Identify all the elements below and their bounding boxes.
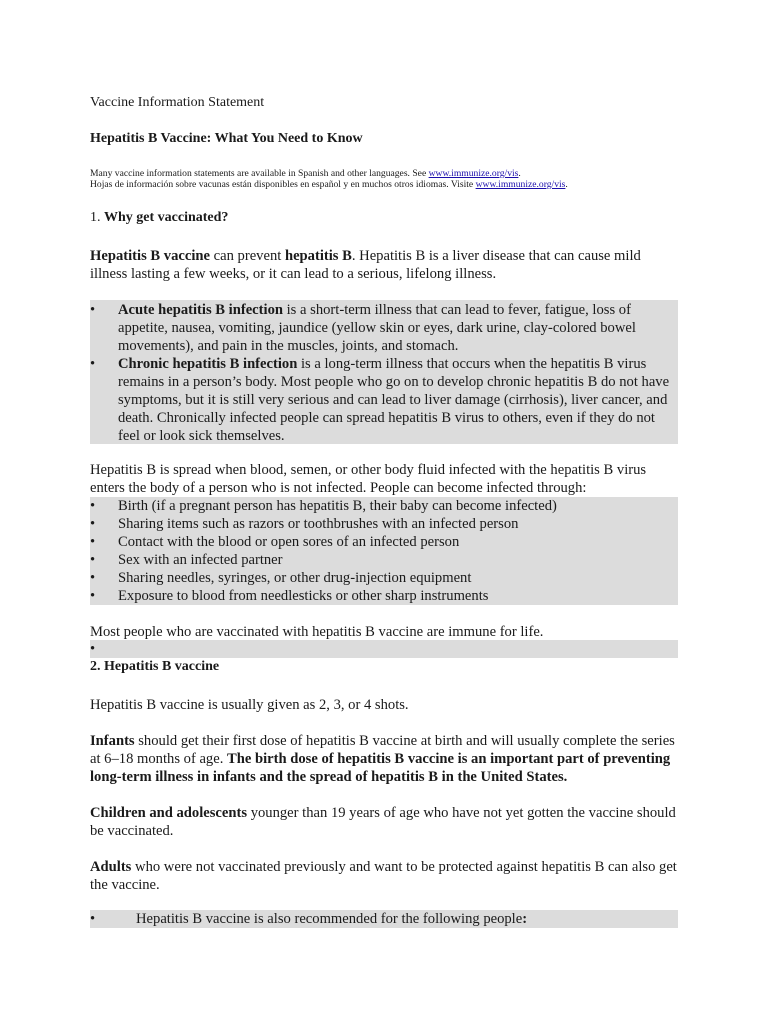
adults-label: Adults <box>90 859 132 875</box>
bullet: • <box>90 356 96 372</box>
spread-item: Birth (if a pregnant person has hepatitis B, their baby can become infected) <box>118 498 557 514</box>
bullet: • <box>90 516 96 532</box>
infants-paragraph <box>90 732 678 786</box>
document-title: Vaccine Information Statement <box>90 95 265 110</box>
children-paragraph <box>90 804 678 840</box>
bullet: • <box>90 570 96 586</box>
section1-intro <box>90 247 678 283</box>
intro-text-1: can prevent <box>209 248 285 264</box>
language-note-spanish <box>90 179 568 191</box>
recommended-list-item <box>90 910 678 928</box>
bullet: • <box>90 552 96 568</box>
spread-item: Sharing needles, syringes, or other drug-injection equipment <box>118 570 472 586</box>
children-text: younger than 19 years of age who have not yet gotten the vaccine should be vaccinated. <box>90 805 676 839</box>
immune-for-life-text: Most people who are vaccinated with hepatitis B vaccine are immune for life. <box>90 624 544 640</box>
empty-list-item <box>90 640 678 658</box>
spread-item: Exposure to blood from needlesticks or other sharp instruments <box>118 588 489 604</box>
document-heading: Hepatitis B Vaccine: What You Need to Know <box>90 131 363 146</box>
infants-label: Infants <box>90 733 135 749</box>
acute-infection-text <box>118 301 678 355</box>
bullet: • <box>90 498 96 514</box>
bullet: • <box>90 302 96 318</box>
list-item <box>90 301 678 355</box>
recommended-colon: : <box>522 911 528 927</box>
list-item <box>90 551 678 569</box>
intro-bold-hepb: hepatitis B <box>284 248 352 264</box>
acute-infection-description: is a short-term illness that can lead to fever, fatigue, loss of appetite, nausea, vomiting, jaundice (yellow skin or eyes, dark urine, clay-colored bowel movements), and pain in the muscles, joints, and stomach. <box>118 302 636 354</box>
chronic-infection-label: Chronic hepatitis B infection <box>118 356 298 372</box>
infants-text: should get their first dose of hepatitis B vaccine at birth and will usually complete the series at 6–18 months of age. <box>90 733 675 767</box>
section1-number: 1. <box>90 210 104 225</box>
language-note-dot: . <box>518 168 521 179</box>
language-note-text: Many vaccine information statements are available in Spanish and other languages. See <box>90 168 429 179</box>
spread-intro: Hepatitis B is spread when blood, semen, or other body fluid infected with the hepatitis B virus enters the body of a person who is not infected. People can become infected through: <box>90 462 647 496</box>
language-note-text-es: Hojas de información sobre vacunas están disponibles en español y en muchos otros idiomas. Visite <box>90 179 476 190</box>
list-item <box>90 587 678 605</box>
children-label: Children and adolescents <box>90 805 248 821</box>
adults-text: who were not vaccinated previously and want to be protected against hepatitis B can also get the vaccine. <box>90 859 677 893</box>
adults-paragraph <box>90 858 678 894</box>
recommended-text <box>136 910 527 928</box>
birth-dose-emphasis: The birth dose of hepatitis B vaccine is an important part of preventing long-term illness in infants and the spread of hepatitis B in the United States. <box>90 751 671 785</box>
spread-item: Contact with the blood or open sores of an infected person <box>118 534 460 550</box>
bullet: • <box>90 911 96 927</box>
language-note-dot-es: . <box>565 179 568 190</box>
intro-bold-vaccine: Hepatitis B vaccine <box>90 248 210 264</box>
recommended-label: Hepatitis B vaccine is also recommended for the following people <box>136 911 523 927</box>
section1-heading <box>90 209 228 227</box>
shots-text: Hepatitis B vaccine is usually given as 2, 3, or 4 shots. <box>90 697 409 713</box>
list-item <box>90 569 678 587</box>
list-item <box>90 497 678 515</box>
section2-heading: 2. Hepatitis B vaccine <box>90 659 220 674</box>
list-item <box>90 533 678 551</box>
list-item <box>90 355 678 445</box>
bullet: • <box>90 641 96 657</box>
section1-title: Why get vaccinated? <box>104 210 229 225</box>
intro-text-2: . Hepatitis B is a liver disease that can cause mild illness lasting a few weeks, or it can lead to a serious, lifelong illness. <box>90 248 641 282</box>
spread-item: Sharing items such as razors or toothbrushes with an infected person <box>118 516 519 532</box>
chronic-infection-text <box>118 355 678 445</box>
immunize-link-es[interactable]: www.immunize.org/vis <box>475 179 566 190</box>
acute-infection-label: Acute hepatitis B infection <box>118 302 283 318</box>
bullet: • <box>90 588 96 604</box>
list-item <box>90 515 678 533</box>
spread-item: Sex with an infected partner <box>118 552 283 568</box>
bullet: • <box>90 534 96 550</box>
chronic-infection-description: is a long-term illness that occurs when the hepatitis B virus remains in a person’s body. Most people who go on to develop chronic hepatitis B do not have symptoms, but it is still very serious and can lead to liver damage (cirrhosis), liver cancer, and death. Chronically infected people can spread hepatitis B virus to others, even if they do not feel or look sick themselves. <box>118 356 670 444</box>
immunize-link[interactable]: www.immunize.org/vis <box>428 168 519 179</box>
